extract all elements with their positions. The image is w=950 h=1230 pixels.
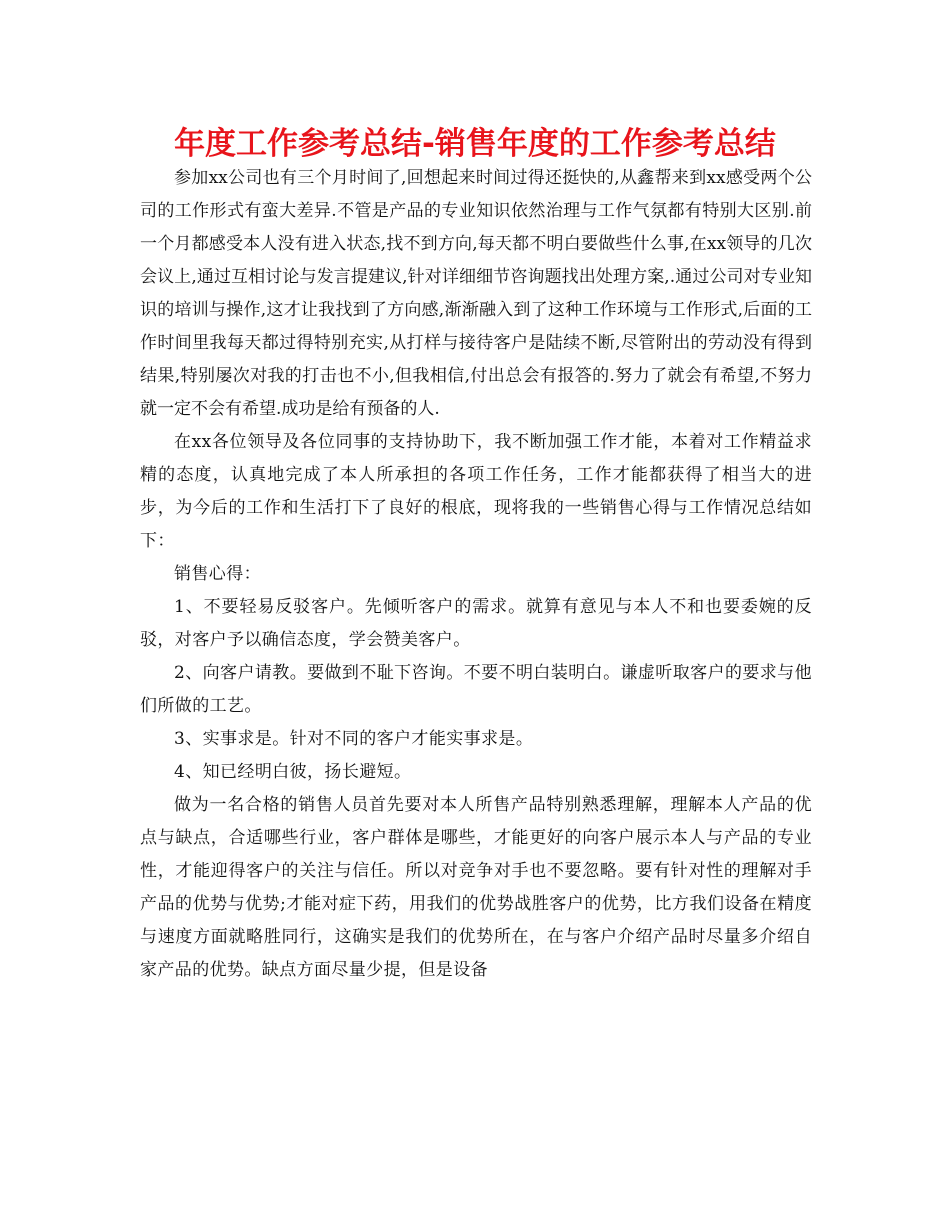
paragraph: 做为一名合格的销售人员首先要对本人所售产品特别熟悉理解，理解本人产品的优点与缺点，合适哪些行业，客户群体是哪些，才能更好的向客户展示本人与产品的专业性，才能迎得客户的关注与信任。所以对竞争对手也不要忽略。要有针对性的理解对手产品的优势与优势;才能对症下药，用我们的优势战胜客户的优势，比方我们设备在精度与速度方面就略胜同行，这确实是我们的优势所在，在与客户介绍产品时尽量多介绍自家产品的优势。缺点方面尽量少提，但是设备 [140, 795, 812, 980]
paragraph: 参加xx公司也有三个月时间了,回想起来时间过得还挺快的,从鑫帮来到xx感受两个公司的工作形式有蛮大差异.不管是产品的专业知识依然治理与工作气氛都有特别大区别.前一个月都感受本人没有进入状态,找不到方向,每天都不明白要做些什么事,在xx领导的几次会议上,通过互相讨论与发言提建议,针对详细细节咨询题找出处理方案,.通过公司对专业知识的培训与操作,这才让我找到了方向感,渐渐融入到了这种工作环境与工作形式,后面的工作时间里我每天都过得特别充实,从打样与接待客户是陆续不断,尽管附出的劳动没有得到结果,特别屡次对我的打击也不小,但我相信,付出总会有报答的.努力了就会有希望,不努力就一定不会有希望.成功是给有预备的人. [140, 168, 812, 419]
paragraph: 3、实事求是。针对不同的客户才能实事求是。 [174, 729, 534, 749]
paragraph: 2、向客户请教。要做到不耻下咨询。不要不明白装明白。谦虚听取客户的要求与他们所做的工艺。 [140, 663, 812, 716]
paragraph: 销售心得： [174, 564, 261, 584]
paragraph: 在xx各位领导及各位同事的支持协助下，我不断加强工作才能，本着对工作精益求精的态度，认真地完成了本人所承担的各项工作任务，工作才能都获得了相当大的进步，为今后的工作和生活打下了良好的根底，现将我的一些销售心得与工作情况总结如下： [140, 432, 812, 551]
document-title: 年度工作参考总结-销售年度的工作参考总结 [174, 126, 776, 162]
document-body [140, 162, 812, 987]
paragraph: 4、知已经明白彼，扬长避短。 [174, 762, 412, 782]
paragraph: 1、不要轻易反驳客户。先倾听客户的需求。就算有意见与本人不和也要委婉的反驳，对客户予以确信态度，学会赞美客户。 [140, 597, 812, 650]
